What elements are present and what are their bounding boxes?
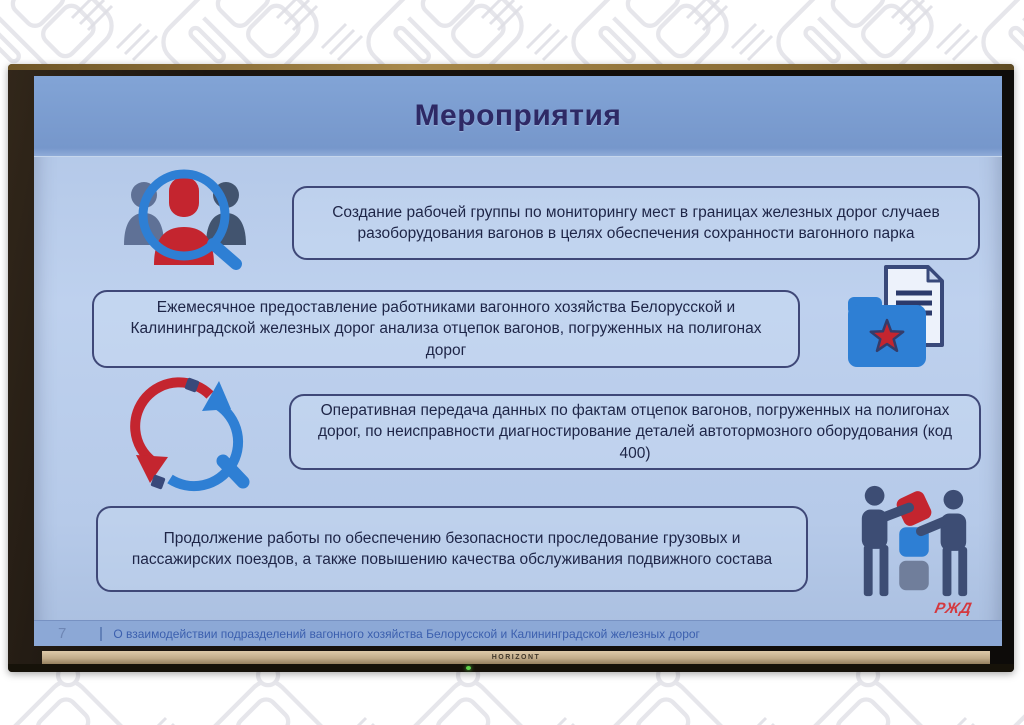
sync-search-icon (126, 374, 254, 494)
activity-box-2: Ежемесячное предоставление работниками вагонного хозяйства Белорусской и Калининградской железных дорог анализа отцепок вагонов, погруженных на полигонах дорог (92, 290, 800, 368)
tv-brand-label: HORIZONT (491, 654, 541, 661)
decor-track-dashes-icon (140, 712, 184, 725)
tv-bezel-top-edge (8, 64, 1014, 70)
tv-bottom-edge (8, 664, 1014, 672)
rzd-logo: РЖД (933, 600, 974, 617)
decor-pattern-top (0, 0, 1024, 64)
decor-track-dashes-icon (685, 0, 729, 32)
decor-track-dashes-icon (340, 712, 384, 725)
decor-track-dashes-icon (890, 0, 934, 32)
decor-track-dashes-icon (480, 0, 524, 32)
activity-box-4: Продолжение работы по обеспечению безопасности проследование грузовых и пассажирских поездов, а также повышению качества обслуживания подвижного состава (96, 506, 808, 592)
decor-track-dashes-icon (740, 712, 784, 725)
cargo-handover-icon (850, 482, 978, 602)
footer-text: О взаимодействии подразделений вагонного хозяйства Белорусской и Калининградской железных дорог (113, 626, 700, 641)
decor-track-dashes-icon (940, 712, 984, 725)
decor-track-dashes-icon (70, 0, 114, 32)
tv-bottom-bezel (42, 651, 990, 664)
power-led (466, 666, 471, 670)
presentation-slide (34, 76, 1002, 646)
slide-title: Мероприятия (414, 99, 622, 132)
activity-box-1: Создание рабочей группы по мониторингу мест в границах железных дорог случаев разоборудования вагонов в целях обеспечения сохранности вагонного парка (292, 186, 980, 260)
slide-header (34, 76, 1002, 157)
folder-star-document-icon (844, 262, 962, 372)
footer-divider (100, 627, 102, 641)
decor-track-dashes-icon (275, 0, 319, 32)
activity-box-3: Оперативная передача данных по фактам отцепок вагонов, погруженных на полигонах дорог, по неисправности диагностирование деталей автотормозного оборудования (код 400) (289, 394, 981, 470)
tv-photo (8, 64, 1014, 672)
people-search-icon (122, 164, 248, 270)
decor-pattern-bottom (0, 670, 1024, 725)
page-number: 7 (58, 625, 67, 642)
slide-footer (34, 620, 1002, 646)
decor-track-dashes-icon (540, 712, 584, 725)
